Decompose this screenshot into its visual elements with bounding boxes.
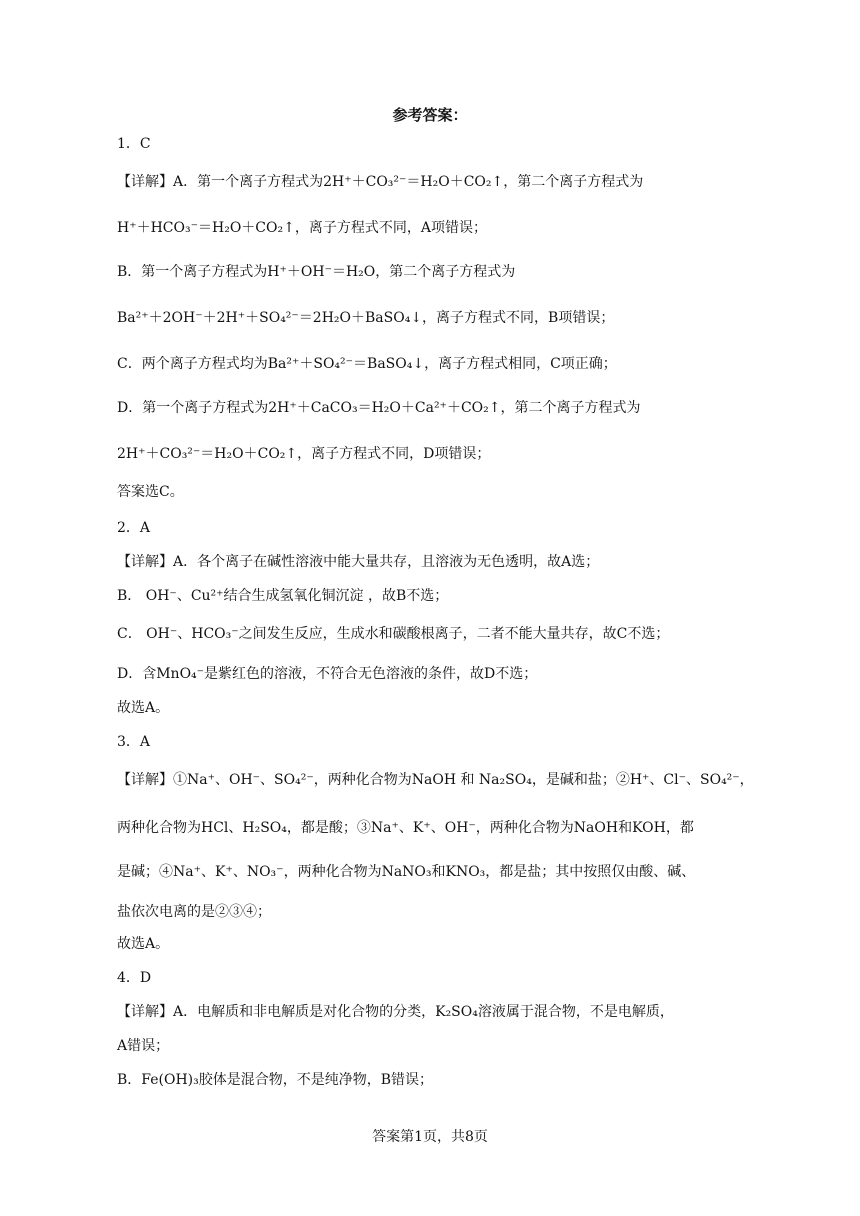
answer-line: 3．A — [117, 734, 151, 750]
answer-line: D．第一个离子方程式为2H⁺＋CaCO₃＝H₂O＋Ca²⁺＋CO₂↑，第二个离子方程式为 — [117, 400, 641, 416]
answer-line: 【详解】A．第一个离子方程式为2H⁺＋CO₃²⁻＝H₂O＋CO₂↑，第二个离子方程式为 — [117, 174, 644, 190]
page-footer: 答案第1页，共8页 — [372, 1129, 488, 1145]
answer-line: 故选A。 — [117, 700, 170, 716]
answer-line: B．Fe(OH)₃胶体是混合物，不是纯净物，B错误； — [117, 1072, 434, 1088]
answer-line: C．两个离子方程式均为Ba²⁺＋SO₄²⁻＝BaSO₄↓，离子方程式相同，C项正确； — [117, 356, 617, 372]
answer-line: 是碱；④Na⁺、K⁺、NO₃⁻，两种化合物为NaNO₃和KNO₃，都是盐；其中按照仅由酸、碱、 — [117, 864, 696, 880]
answer-line: C． OH⁻、HCO₃⁻之间发生反应，生成水和碳酸根离子，二者不能大量共存，故C不选； — [117, 626, 670, 642]
answer-line: 故选A。 — [117, 936, 170, 952]
page-title: 参考答案： — [392, 106, 468, 124]
answer-line: A错误； — [117, 1038, 170, 1054]
answer-line: 答案选C。 — [117, 484, 184, 500]
answer-line: Ba²⁺＋2OH⁻＋2H⁺＋SO₄²⁻＝2H₂O＋BaSO₄↓，离子方程式不同，B项错误； — [117, 310, 615, 326]
answer-line: 2H⁺＋CO₃²⁻＝H₂O＋CO₂↑，离子方程式不同，D项错误； — [117, 446, 491, 462]
answer-line: 1．C — [117, 136, 151, 152]
answer-line: B． OH⁻、Cu²⁺结合生成氢氧化铜沉淀 ，故B不选； — [117, 588, 449, 604]
answer-line: 4．D — [117, 970, 152, 986]
answer-line: 【详解】①Na⁺、OH⁻、SO₄²⁻，两种化合物为NaOH 和 Na₂SO₄，是碱和盐；②H⁺、Cl⁻、SO₄²⁻， — [117, 772, 754, 788]
answer-line: 【详解】A．电解质和非电解质是对化合物的分类，K₂SO₄溶液属于混合物，不是电解质， — [117, 1004, 674, 1020]
answer-line: H⁺＋HCO₃⁻＝H₂O＋CO₂↑，离子方程式不同，A项错误； — [117, 220, 487, 236]
answer-line: B．第一个离子方程式为H⁺＋OH⁻＝H₂O，第二个离子方程式为 — [117, 264, 516, 280]
answer-line: 盐依次电离的是②③④； — [117, 904, 271, 920]
answer-line: 两种化合物为HCl、H₂SO₄，都是酸；③Na⁺、K⁺、OH⁻，两种化合物为NaOH和KOH，都 — [117, 820, 694, 836]
answer-line: 【详解】A．各个离子在碱性溶液中能大量共存，且溶液为无色透明，故A选； — [117, 554, 600, 570]
answer-line: 2．A — [117, 520, 151, 536]
answer-line: D．含MnO₄⁻是紫红色的溶液，不符合无色溶液的条件，故D不选； — [117, 666, 538, 682]
